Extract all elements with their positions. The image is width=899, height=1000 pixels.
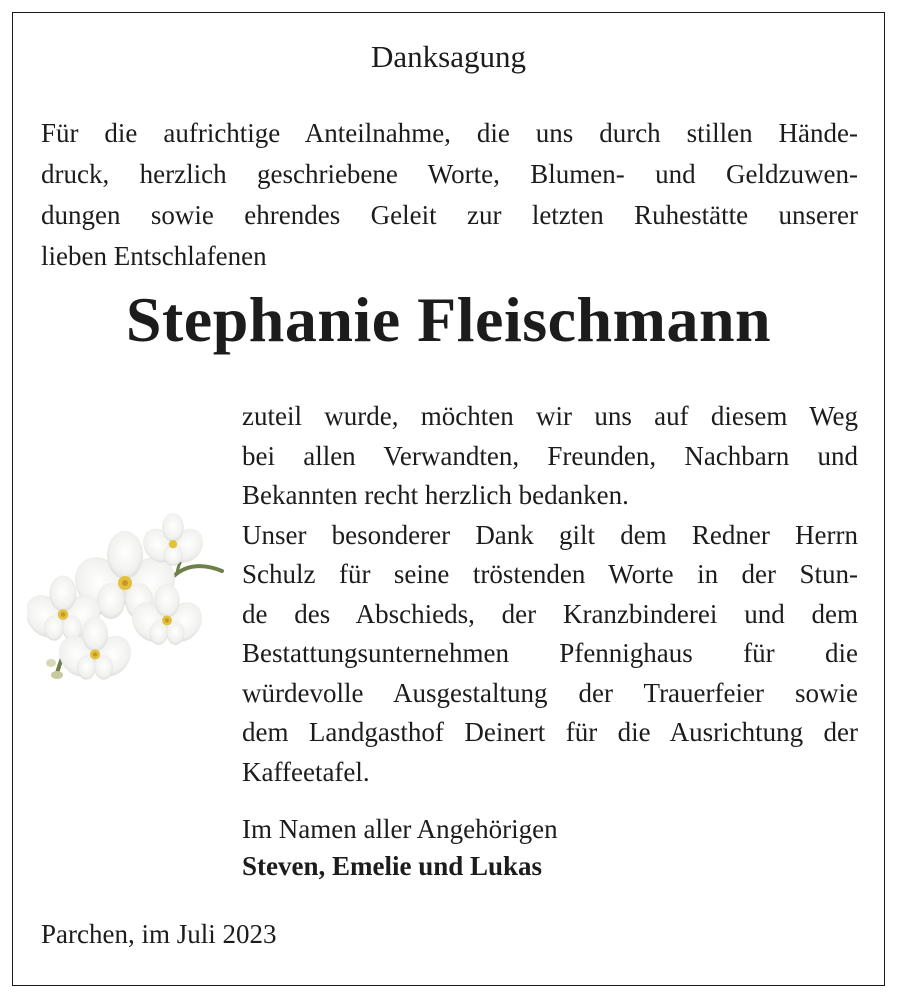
deceased-name: Stephanie Fleischmann <box>125 284 772 355</box>
body-line: Unser besonderer Dank gilt dem Redner Herrn <box>242 519 858 550</box>
body-line: bei allen Verwandten, Freunden, Nachbarn und <box>242 440 858 471</box>
orchid-icon <box>27 503 227 688</box>
intro-line: dungen sowie ehrendes Geleit zur letzten Ruhestätte unserer <box>41 200 858 230</box>
place-date: Parchen, im Juli 2023 <box>41 919 277 949</box>
signature-names: Steven, Emelie und Lukas <box>242 851 543 881</box>
body-line: Bestattungsunternehmen Pfennighaus für die <box>242 638 858 668</box>
body-line: Kaffeetafel. <box>242 756 370 787</box>
body-line: Schulz für seine tröstenden Worte in der Stun- <box>242 559 858 589</box>
body-line: zuteil wurde, möchten wir uns auf diesem Weg <box>242 401 858 431</box>
obituary-notice <box>12 12 885 986</box>
intro-line: druck, herzlich geschriebene Worte, Blumen- und Geldzuwen- <box>41 159 858 189</box>
body-line: de des Abschieds, der Kranzbinderei und dem <box>242 598 858 629</box>
body-line: Bekannten recht herzlich bedanken. <box>242 480 629 510</box>
body-paragraph <box>242 397 858 792</box>
body-line: dem Landgasthof Deinert für die Ausrichtung der <box>242 717 858 747</box>
intro-line: Für die aufrichtige Anteilnahme, die uns durch stillen Hände- <box>41 118 858 148</box>
notice-heading: Danksagung <box>371 39 526 74</box>
intro-line: lieben Entschlafenen <box>41 241 267 271</box>
body-line: würdevolle Ausgestaltung der Trauerfeier sowie <box>242 677 858 708</box>
intro-paragraph <box>41 113 858 277</box>
signature-block <box>242 811 558 885</box>
signature-intro: Im Namen aller Angehörigen <box>242 814 558 844</box>
